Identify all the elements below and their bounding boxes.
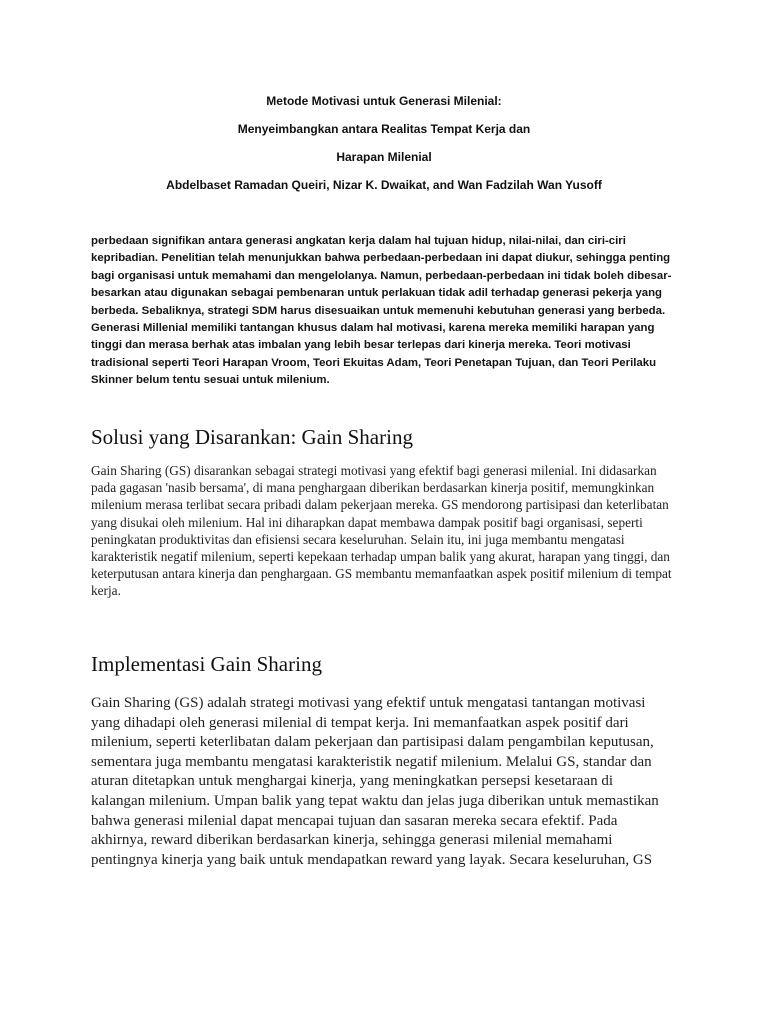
section-paragraph-gain-sharing-implementation: Gain Sharing (GS) adalah strategi motivasi yang efektif untuk mengatasi tantangan motivasi yang dihadapi oleh generasi milenial di tempat kerja. Ini memanfaatkan aspek positif dari milenium, seperti keterlibatan dalam pekerjaan dan partisipasi dalam pengambilan keputusan, sementara juga membantu mengatasi karakteristik negatif milenium. Melalui GS, standar dan aturan ditetapkan untuk menghargai kinerja, yang meningkatkan persepsi kesetaraan di kalangan milenium. Umpan balik yang tepat waktu dan jelas juga diberikan untuk memastikan bahwa generasi milenial dapat mencapai tujuan dan sasaran mereka secara efektif. Pada akhirnya, reward diberikan berdasarkan kinerja, sehingga generasi milenial memahami pentingnya kinerja yang baik untuk mendapatkan reward yang layak. Secara keseluruhan, GS — [91, 695, 659, 868]
section-heading-gain-sharing-solution: Solusi yang Disarankan: Gain Sharing — [91, 425, 413, 449]
title-block — [0, 93, 768, 205]
section-heading-gain-sharing-implementation: Implementasi Gain Sharing — [91, 652, 322, 676]
section-paragraph-gain-sharing-solution: Gain Sharing (GS) disarankan sebagai strategi motivasi yang efektif bagi generasi milenial. Ini didasarkan pada gagasan 'nasib bersama', di mana penghargaan diberikan berdasarkan kinerja positif, memungkinkan milenium merasa terlibat secara pribadi dalam pekerjaan mereka. GS mendorong partisipasi dan keterlibatan yang disukai oleh milenium. Hal ini diharapkan dapat membawa dampak positif bagi organisasi, seperti peningkatan produktivitas dan efisiensi secara keseluruhan. Selain itu, ini juga membantu mengatasi karakteristik negatif milenium, seperti kepekaan terhadap umpan balik yang akurat, harapan yang tinggi, dan keterputusan antara kinerja dan penghargaan. GS membantu memanfaatkan aspek positif milenium di tempat kerja. — [91, 463, 672, 599]
title-line-1: Metode Motivasi untuk Generasi Milenial: — [266, 94, 502, 108]
intro-paragraph: perbedaan signifikan antara generasi angkatan kerja dalam hal tujuan hidup, nilai-nilai, dan ciri-ciri kepribadian. Penelitian telah menunjukkan bahwa perbedaan-perbedaan ini dapat diukur, sehingga penting bagi organisasi untuk memahami dan mengelolanya. Namun, perbedaan-perbedaan ini tidak boleh dibesar-besarkan atau digunakan sebagai pembenaran untuk perlakuan tidak adil terhadap generasi pekerja yang berbeda. Sebaliknya, strategi SDM harus disesuaikan untuk memenuhi kebutuhan generasi yang berbeda. Generasi Millenial memiliki tantangan khusus dalam hal motivasi, karena mereka memiliki harapan yang tinggi dan merasa berhak atas imbalan yang lebih besar terlepas dari kinerja mereka. Teori motivasi tradisional seperti Teori Harapan Vroom, Teori Ekuitas Adam, Teori Penetapan Tujuan, dan Teori Perilaku Skinner belum tentu sesuai untuk milenium. — [91, 235, 672, 387]
title-line-2: Menyeimbangkan antara Realitas Tempat Kerja dan — [237, 122, 531, 136]
title-line-3: Harapan Milenial — [336, 150, 432, 164]
authors-line: Abdelbaset Ramadan Queiri, Nizar K. Dwaikat, and Wan Fadzilah Wan Yusoff — [166, 178, 602, 192]
